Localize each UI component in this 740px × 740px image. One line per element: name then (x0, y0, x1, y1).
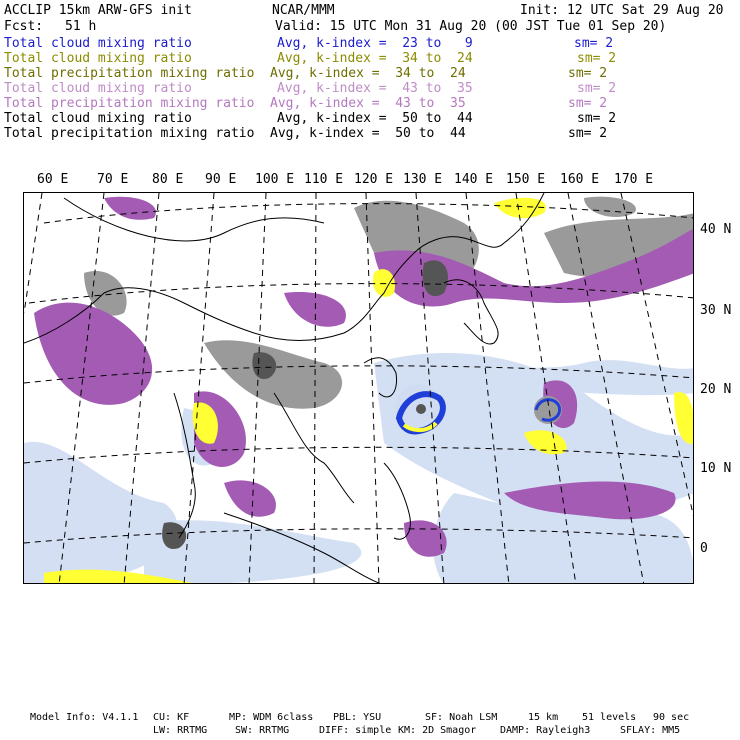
lon-label: 60 E (37, 172, 69, 187)
legend-sm: sm= 2 (577, 111, 617, 126)
footer-item: DAMP: Rayleigh3 (500, 725, 591, 736)
legend-sm: sm= 2 (568, 96, 608, 111)
lon-label: 150 E (506, 172, 546, 187)
legend-field: Total precipitation mixing ratio (4, 96, 255, 111)
legend-sm: sm= 2 (568, 126, 608, 141)
footer-item: KM: 2D Smagor (398, 725, 477, 736)
legend-avg: Avg, k-index = 34 to 24 (277, 51, 473, 66)
lon-label: 130 E (403, 172, 443, 187)
lat-label: 30 N (700, 303, 732, 318)
footer-item: SW: RRTMG (235, 725, 290, 736)
lon-label: 120 E (354, 172, 394, 187)
legend-avg: Avg, k-index = 43 to 35 (277, 81, 473, 96)
model-title: ACCLIP 15km ARW-GFS init (4, 3, 192, 18)
footer-item: LW: RRTMG (153, 725, 208, 736)
typhoon-symbol (395, 384, 443, 432)
legend-avg: Avg, k-index = 50 to 44 (277, 111, 473, 126)
init-time: Init: 12 UTC Sat 29 Aug 20 (520, 3, 724, 18)
legend-avg: Avg, k-index = 50 to 44 (270, 126, 466, 141)
organization-label: NCAR/MMM (272, 3, 335, 18)
lon-label: 140 E (454, 172, 494, 187)
legend-field: Total cloud mixing ratio (4, 111, 192, 126)
lat-label: 20 N (700, 382, 732, 397)
legend-sm: sm= 2 (577, 81, 617, 96)
footer-item: Model Info: V4.1.1 (30, 712, 139, 723)
footer-item: 15 km (528, 712, 559, 723)
lat-label: 0 (700, 541, 708, 556)
lon-label: 170 E (614, 172, 654, 187)
legend-sm: sm= 2 (574, 36, 614, 51)
map-canvas (24, 193, 694, 584)
legend-sm: sm= 2 (568, 66, 608, 81)
lon-label: 110 E (304, 172, 344, 187)
footer-item: CU: KF (153, 712, 190, 723)
footer-item: SF: Noah LSM (425, 712, 498, 723)
legend-avg: Avg, k-index = 34 to 24 (270, 66, 466, 81)
footer-item: SFLAY: MM5 (620, 725, 681, 736)
footer-item: 90 sec (653, 712, 690, 723)
lon-label: 100 E (255, 172, 295, 187)
legend-sm: sm= 2 (577, 51, 617, 66)
footer-item: PBL: YSU (333, 712, 382, 723)
legend-field: Total cloud mixing ratio (4, 36, 192, 51)
footer-item: 51 levels (582, 712, 637, 723)
lon-label: 80 E (152, 172, 184, 187)
footer-item: MP: WDM 6class (229, 712, 314, 723)
lat-label: 40 N (700, 222, 732, 237)
legend-field: Total cloud mixing ratio (4, 51, 192, 66)
weather-map (23, 192, 694, 584)
lat-label: 10 N (700, 461, 732, 476)
legend-field: Total precipitation mixing ratio (4, 66, 255, 81)
footer-item: DIFF: simple (319, 725, 392, 736)
legend-field: Total precipitation mixing ratio (4, 126, 255, 141)
legend-avg: Avg, k-index = 23 to 9 (277, 36, 473, 51)
valid-time: Valid: 15 UTC Mon 31 Aug 20 (00 JST Tue 01 Sep 20) (275, 19, 667, 34)
lon-label: 160 E (560, 172, 600, 187)
lon-label: 70 E (97, 172, 129, 187)
forecast-label: Fcst: (4, 19, 44, 34)
lon-label: 90 E (205, 172, 237, 187)
forecast-hours: 51 h (65, 19, 97, 34)
legend-avg: Avg, k-index = 43 to 35 (270, 96, 466, 111)
legend-field: Total cloud mixing ratio (4, 81, 192, 96)
